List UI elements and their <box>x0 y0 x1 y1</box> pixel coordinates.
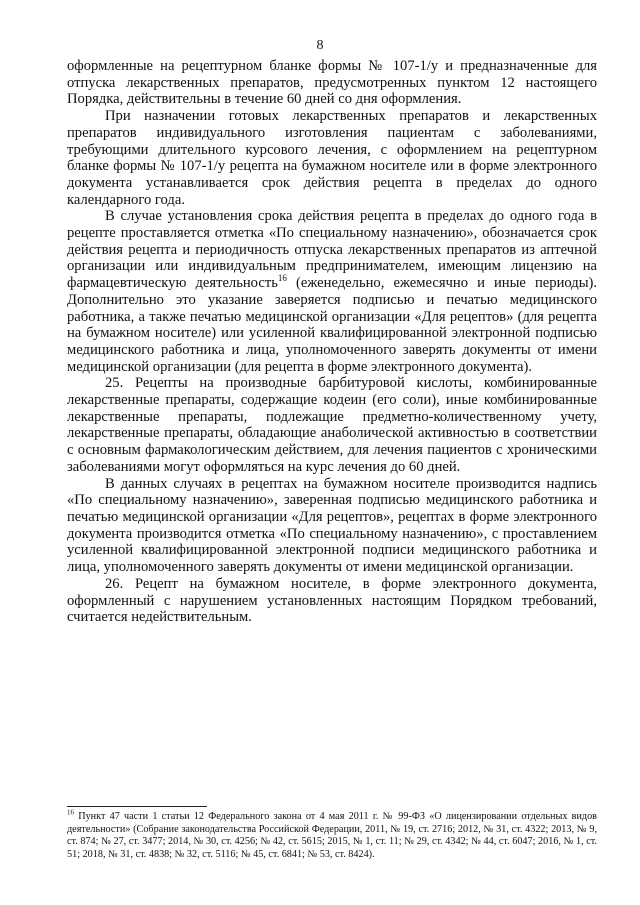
paragraph-item-26: 26. Рецепт на бумажном носителе, в форме электронного документа, оформленный с нарушением установленных настоящим Порядком требований, считается недействительным. <box>67 575 597 626</box>
footnote-reference: 16 <box>277 273 287 284</box>
footnote-text: Пункт 47 части 1 статьи 12 Федерального закона от 4 мая 2011 г. № 99-ФЗ «О лицензировании отдельных видов деятельности» (Собрание законодательства Российской Федерации, 2011, № 19, ст. 2716; 2012, № 31, ст. 4322; 2013, № 9, ст. 874; № 27, ст. 3477; 2014, № 30, ст. 4256; № 42, ст. 5615; 2015, № 1, ст. 11; № 29, ст. 4342; № 44, ст. 6047; 2016, № 1, ст. 51; 2018, № 31, ст. 4838; № 32, ст. 5116; № 45, ст. 6841; № 53, ст. 8424). <box>67 811 597 860</box>
body-text <box>67 58 597 626</box>
footnote-marker: 16 <box>67 808 74 817</box>
page-number: 8 <box>316 38 324 53</box>
paragraph-long-course: При назначении готовых лекарственных препаратов и лекарственных препаратов индивидуального изготовления пациентам с заболеваниями, требующими длительного курсового лечения, с оформлением на рецептурном бланке формы № 107-1/у рецепта на бумажном носителе или в форме электронного документа устанавливается срок действия рецепта в пределах до одного календарного года. <box>67 108 597 208</box>
paragraph-special-purpose-part2: (еженедельно, ежемесячно и иные периоды). Дополнительно это указание заверяется подписью и печатью медицинского работника, а также печатью медицинской организации «Для рецептов» (для рецепта на бумажном носителе) или усиленной квалифицированной электронной подписью медицинского работника и лица, уполномоченного заверять документы от имени медицинской организации (для рецепта в форме электронного документа). <box>67 275 598 375</box>
paragraph-item-25: 25. Рецепты на производные барбитуровой кислоты, комбинированные лекарственные препараты, содержащие кодеин (его соли), иные комбинированные лекарственные препараты, подлежащие предметно-количественному учету, лекарственные препараты, обладающие анаболической активностью в соответствии с основным фармакологическим действием, для лечения пациентов с хроническими заболеваниями могут оформляться на курс лечения до 60 дней. <box>67 375 597 475</box>
paragraph-special-purpose-part1: В случае установления срока действия рецепта в пределах до одного года в рецепте проставляется отметка «По специальному назначению», обозначается срок действия рецепта и периодичность отпуска лекарственных препаратов из аптечной организации или индивидуальным предпринимателем, имеющим лицензию на фармацевтическую деятельность <box>67 208 597 292</box>
paragraph-inscription: В данных случаях в рецептах на бумажном носителе производится надпись «По специальному назначению», заверенная подписью медицинского работника и печатью медицинской организации «Для рецептов», рецептах в форме электронного документа производится отметка «По специальному назначению», с проставлением усиленной квалифицированной электронной подписи медицинского работника и лица, уполномоченного заверять документы от имени медицинской организации. <box>67 475 597 576</box>
footnote <box>67 808 597 861</box>
footnote-divider <box>67 806 207 807</box>
paragraph-special-purpose <box>67 208 597 375</box>
paragraph-continuation: оформленные на рецептурном бланке формы № 107-1/у и предназначенные для отпуска лекарственных препаратов, предусмотренных пунктом 12 настоящего Порядка, действительны в течение 60 дней со дня оформления. <box>67 58 597 108</box>
